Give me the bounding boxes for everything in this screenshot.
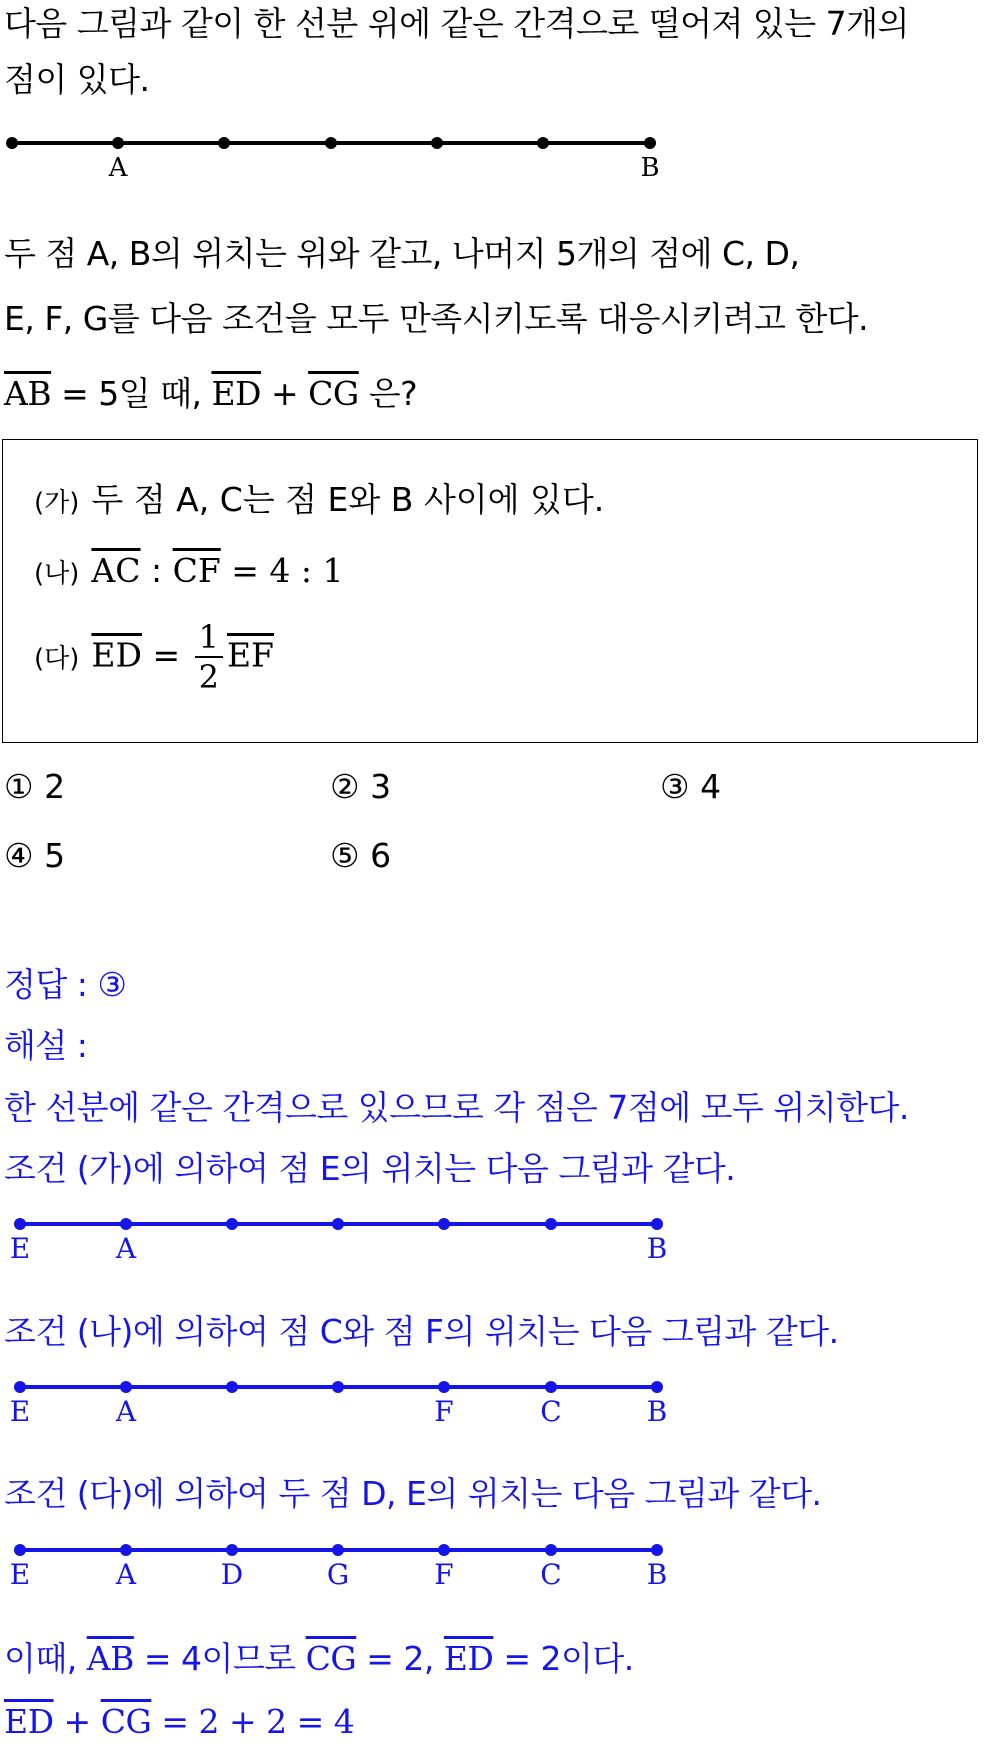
da-eq: =: [141, 635, 191, 675]
choice-2: ② 3: [330, 767, 392, 806]
point: [651, 1218, 663, 1230]
point: [332, 1544, 344, 1556]
na-rest: = 4 : 1: [220, 551, 344, 590]
point: [120, 1381, 132, 1393]
q-plus: +: [261, 374, 309, 413]
condition-ga-text: 두 점 A, C는 점 E와 B 사이에 있다.: [91, 480, 605, 519]
segment-figure: [0, 125, 993, 185]
choice-1: ① 2: [4, 767, 66, 806]
point: [438, 1381, 450, 1393]
label-b: B: [640, 153, 660, 183]
seg-ab: $\overline{AB}$: [4, 374, 52, 413]
label-b: B: [646, 1232, 668, 1265]
s6-rest: = 2 + 2 = 4: [151, 1702, 355, 1741]
point: [6, 137, 18, 149]
point: [438, 1218, 450, 1230]
point: [120, 1218, 132, 1230]
point: [325, 137, 337, 149]
label-c: C: [540, 1395, 562, 1428]
point: [438, 1544, 450, 1556]
s5-mid1: = 4이므로: [133, 1639, 306, 1678]
solution-figure-3: [0, 1532, 993, 1596]
condition-tag-na: (나): [34, 559, 80, 589]
solution-line-4: 조건 (다)에 의하여 두 점 D, E의 위치는 다음 그림과 같다.: [4, 1474, 822, 1513]
point: [651, 1381, 663, 1393]
fraction-numerator: 1: [195, 618, 223, 658]
question-line: [4, 372, 417, 416]
solution-line-5: [4, 1637, 634, 1681]
s5-pre: 이때,: [4, 1639, 87, 1678]
point: [14, 1218, 26, 1230]
point: [545, 1381, 557, 1393]
label-a: A: [115, 1558, 137, 1591]
fraction-denominator: 2: [198, 658, 219, 696]
point: [332, 1218, 344, 1230]
seg-ab: $\overline{AB}$: [86, 1639, 134, 1678]
point: [120, 1544, 132, 1556]
solution-line-6: [4, 1700, 354, 1744]
solution-line-1: 한 선분에 같은 간격으로 있으므로 각 점은 7점에 모두 위치한다.: [4, 1088, 909, 1127]
choice-5: ⑤ 6: [330, 836, 392, 875]
point: [644, 137, 656, 149]
label-f: F: [434, 1558, 454, 1591]
choice-4: ④ 5: [4, 836, 66, 875]
s6-plus: +: [53, 1702, 101, 1741]
point: [112, 137, 124, 149]
label-b: B: [646, 1395, 668, 1428]
seg-cg: $\overline{CG}$: [308, 374, 359, 413]
answer-line: 정답 : ③: [4, 965, 127, 1004]
label-c: C: [540, 1558, 562, 1591]
label-a: A: [115, 1232, 137, 1265]
point: [545, 1218, 557, 1230]
solution-line-2: 조건 (가)에 의하여 점 E의 위치는 다음 그림과 같다.: [4, 1149, 736, 1188]
seg-ed: $\overline{ED}$: [4, 1702, 54, 1741]
point: [537, 137, 549, 149]
point: [226, 1218, 238, 1230]
seg-cg: $\overline{CG}$: [305, 1639, 357, 1678]
label-f: F: [434, 1395, 454, 1428]
condition-da: [34, 618, 274, 696]
seg-ac: $\overline{AC}$: [91, 551, 141, 590]
seg-cg: $\overline{CG}$: [100, 1702, 152, 1741]
seg-ed: $\overline{ED}$: [211, 374, 262, 413]
point: [226, 1544, 238, 1556]
label-e: E: [9, 1232, 31, 1265]
fraction-one-half: [195, 618, 223, 696]
s5-mid2: = 2,: [356, 1639, 444, 1678]
q-eq: = 5일 때,: [51, 374, 212, 413]
label-d: D: [220, 1558, 244, 1591]
label-e: E: [9, 1395, 31, 1428]
point: [226, 1381, 238, 1393]
label-e: E: [9, 1558, 31, 1591]
point: [332, 1381, 344, 1393]
seg-cf: $\overline{CF}$: [172, 551, 221, 590]
problem-line-1: 다음 그림과 같이 한 선분 위에 같은 간격으로 떨어져 있는 7개의: [4, 4, 909, 43]
point: [545, 1544, 557, 1556]
point: [14, 1544, 26, 1556]
label-g: G: [326, 1558, 350, 1591]
point: [431, 137, 443, 149]
choice-3: ③ 4: [660, 767, 722, 806]
solution-figure-2: [0, 1369, 993, 1433]
condition-tag-ga: (가): [34, 488, 80, 518]
problem-line-3: 두 점 A, B의 위치는 위와 같고, 나머지 5개의 점에 C, D,: [4, 234, 800, 273]
condition-na: [34, 549, 343, 596]
problem-line-4: E, F, G를 다음 조건을 모두 만족시키도록 대응시키려고 한다.: [4, 299, 869, 338]
condition-ga: [34, 478, 604, 525]
point: [218, 137, 230, 149]
q-end: 은?: [358, 374, 418, 413]
seg-ed: $\overline{ED}$: [443, 1639, 494, 1678]
problem-line-2: 점이 있다.: [4, 60, 150, 99]
seg-ed-cond: $\overline{ED}$: [91, 635, 142, 675]
point: [14, 1381, 26, 1393]
seg-ef: $\overline{EF}$: [226, 635, 274, 675]
label-a: A: [115, 1395, 137, 1428]
point: [651, 1544, 663, 1556]
na-colon: :: [140, 551, 173, 590]
solution-figure-1: [0, 1206, 993, 1270]
solution-line-3: 조건 (나)에 의하여 점 C와 점 F의 위치는 다음 그림과 같다.: [4, 1312, 839, 1351]
condition-tag-da: (다): [34, 643, 80, 674]
label-a: A: [108, 153, 128, 183]
label-b: B: [646, 1558, 668, 1591]
explain-label: 해설 :: [4, 1026, 88, 1065]
s5-end: = 2이다.: [493, 1639, 634, 1678]
